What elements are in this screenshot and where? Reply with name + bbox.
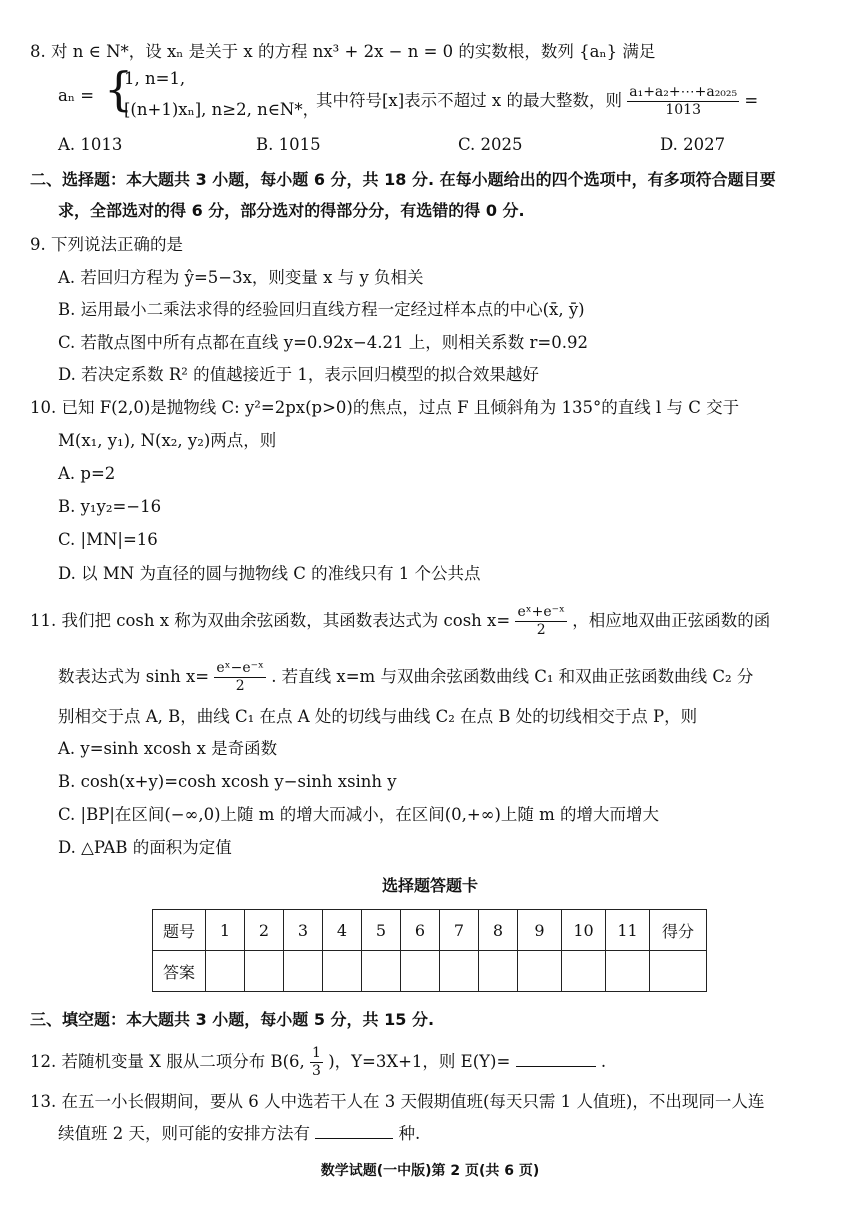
q13-text-b: 种. (398, 1124, 421, 1143)
answer-card-number-7: 7 (440, 910, 479, 951)
q10-stem-line1: 10. 已知 F(2,0)是抛物线 C: y²=2px(p>0)的焦点，过点 F 且倾斜角为 135°的直线 l 与 C 交于 (30, 398, 740, 417)
page-footer: 数学试题(一中版)第 2 页(共 6 页) (320, 1163, 540, 1179)
q12-answer-blank[interactable] (516, 1050, 596, 1067)
q8-case-1: 1, n=1, (124, 69, 186, 88)
answer-card-number-9: 9 (518, 910, 562, 951)
answer-card-number-3: 3 (284, 910, 323, 951)
q8-stem-line1: 8. 对 n ∈ N*，设 xₙ 是关于 x 的方程 nx³ + 2x − n = 0 的实数根，数列 {aₙ} 满足 (30, 42, 656, 61)
q11-option-d: D. △PAB 的面积为定值 (58, 838, 232, 857)
answer-cell-8[interactable] (479, 951, 518, 992)
q8-case-2: [(n+1)xₙ], n≥2, n∈N*， (124, 100, 320, 119)
q11-option-b: B. cosh(x+y)=cosh xcosh y−sinh xsinh y (58, 772, 397, 791)
q11-sinh-denominator: 2 (235, 678, 245, 694)
q8-fraction-denominator: 1013 (665, 102, 701, 118)
q8-sequence-lhs: aₙ = (58, 86, 95, 105)
q8-equals: = (744, 91, 759, 110)
answer-cell-11[interactable] (606, 951, 650, 992)
q11-option-a: A. y=sinh xcosh x 是奇函数 (58, 739, 278, 758)
q11-text-b: ，相应地双曲正弦函数的函 (572, 611, 771, 630)
answer-cell-9[interactable] (518, 951, 562, 992)
answer-cell-2[interactable] (245, 951, 284, 992)
q13-stem-line1: 13. 在五一小长假期间，要从 6 人中选若干人在 3 天假期值班(每天只需 1 人值班)，不出现同一人连 (30, 1092, 765, 1111)
q13-stem-line2 (58, 1122, 420, 1146)
q11-sinh-fraction (214, 660, 266, 695)
q11-cosh-numerator: eˣ+e⁻ˣ (517, 604, 565, 620)
answer-cell-7[interactable] (440, 951, 479, 992)
q12-fraction-numerator: 1 (312, 1045, 321, 1061)
answer-card-answer-row (153, 951, 707, 992)
q12-text-c: . (600, 1052, 607, 1071)
answer-cell-6[interactable] (401, 951, 440, 992)
q9-option-b: B. 运用最小二乘法求得的经验回归直线方程一定经过样本点的中心(x̄, ȳ) (58, 300, 585, 319)
q10-option-b: B. y₁y₂=−16 (58, 497, 162, 516)
q11-cosh-denominator: 2 (536, 622, 546, 638)
q8-fraction-numerator: a₁+a₂+⋯+a₂₀₂₅ (629, 84, 738, 100)
q11-stem-line3: 别相交于点 A, B，曲线 C₁ 在点 A 处的切线与曲线 C₂ 在点 B 处的切线相交于点 P，则 (58, 707, 698, 726)
answer-card-number-2: 2 (245, 910, 284, 951)
answer-card-header-row (153, 910, 707, 951)
answer-cell-4[interactable] (323, 951, 362, 992)
answer-card-number-11: 11 (606, 910, 650, 951)
answer-card-number-6: 6 (401, 910, 440, 951)
q9-option-d: D. 若决定系数 R² 的值越接近于 1，表示回归模型的拟合效果越好 (58, 365, 539, 384)
answer-cell-score[interactable] (650, 951, 707, 992)
q12-stem (30, 1045, 606, 1080)
q10-option-a: A. p=2 (58, 464, 116, 483)
q8-option-a: A. 1013 (58, 135, 123, 154)
section2-header-line2: 求，全部选对的得 6 分，部分选对的得部分分，有选错的得 0 分. (58, 201, 525, 220)
q13-answer-blank[interactable] (315, 1122, 393, 1139)
q8-stem-line2 (316, 84, 758, 119)
q11-cosh-fraction (515, 604, 567, 639)
q11-stem-line2 (58, 660, 753, 695)
q8-left-brace: { (104, 62, 134, 116)
answer-cell-5[interactable] (362, 951, 401, 992)
q12-text-b: )，Y=3X+1，则 E(Y)= (328, 1052, 511, 1071)
answer-card-number-10: 10 (562, 910, 606, 951)
q11-stem-line1 (30, 604, 770, 639)
q12-fraction-denominator: 3 (312, 1063, 321, 1079)
section2-header-line1: 二、选择题：本大题共 3 小题，每小题 6 分，共 18 分. 在每小题给出的四个选项中，有多项符合题目要 (30, 170, 776, 189)
answer-cell-1[interactable] (206, 951, 245, 992)
answer-card-number-1: 1 (206, 910, 245, 951)
answer-card-label-score: 得分 (650, 910, 707, 951)
q11-text-c: 数表达式为 sinh x= (58, 667, 210, 686)
answer-card-number-8: 8 (479, 910, 518, 951)
answer-card-number-5: 5 (362, 910, 401, 951)
answer-card-table (152, 909, 707, 992)
q8-option-c: C. 2025 (458, 135, 523, 154)
q9-option-a: A. 若回归方程为 ŷ=5−3x，则变量 x 与 y 负相关 (58, 268, 424, 287)
q9-stem: 9. 下列说法正确的是 (30, 235, 183, 254)
q10-option-c: C. |MN|=16 (58, 530, 158, 549)
q10-option-d: D. 以 MN 为直径的圆与抛物线 C 的准线只有 1 个公共点 (58, 564, 481, 583)
section3-header: 三、填空题：本大题共 3 小题，每小题 5 分，共 15 分. (30, 1010, 435, 1029)
q11-sinh-numerator: eˣ−e⁻ˣ (216, 660, 264, 676)
q8-stem-text: 其中符号[x]表示不超过 x 的最大整数，则 (316, 91, 622, 110)
answer-cell-3[interactable] (284, 951, 323, 992)
q12-text-a: 12. 若随机变量 X 服从二项分布 B(6, (30, 1052, 305, 1071)
q13-text-a: 续值班 2 天，则可能的安排方法有 (58, 1124, 310, 1143)
q8-fraction (627, 84, 739, 119)
answer-card-title: 选择题答题卡 (381, 876, 478, 895)
answer-card-label-answer: 答案 (153, 951, 206, 992)
q11-text-d: . 若直线 x=m 与双曲余弦函数曲线 C₁ 和双曲正弦函数曲线 C₂ 分 (271, 667, 754, 686)
q12-fraction (310, 1045, 323, 1080)
answer-card-label-number: 题号 (153, 910, 206, 951)
q8-option-d: D. 2027 (660, 135, 726, 154)
q9-option-c: C. 若散点图中所有点都在直线 y=0.92x−4.21 上，则相关系数 r=0.92 (58, 333, 588, 352)
answer-cell-10[interactable] (562, 951, 606, 992)
q11-text-a: 11. 我们把 cosh x 称为双曲余弦函数，其函数表达式为 cosh x= (30, 611, 511, 630)
answer-card-number-4: 4 (323, 910, 362, 951)
q8-option-b: B. 1015 (256, 135, 321, 154)
q10-stem-line2: M(x₁, y₁), N(x₂, y₂)两点，则 (58, 431, 277, 450)
q11-option-c: C. |BP|在区间(−∞,0)上随 m 的增大而减小，在区间(0,+∞)上随 m 的增大而增大 (58, 805, 660, 824)
